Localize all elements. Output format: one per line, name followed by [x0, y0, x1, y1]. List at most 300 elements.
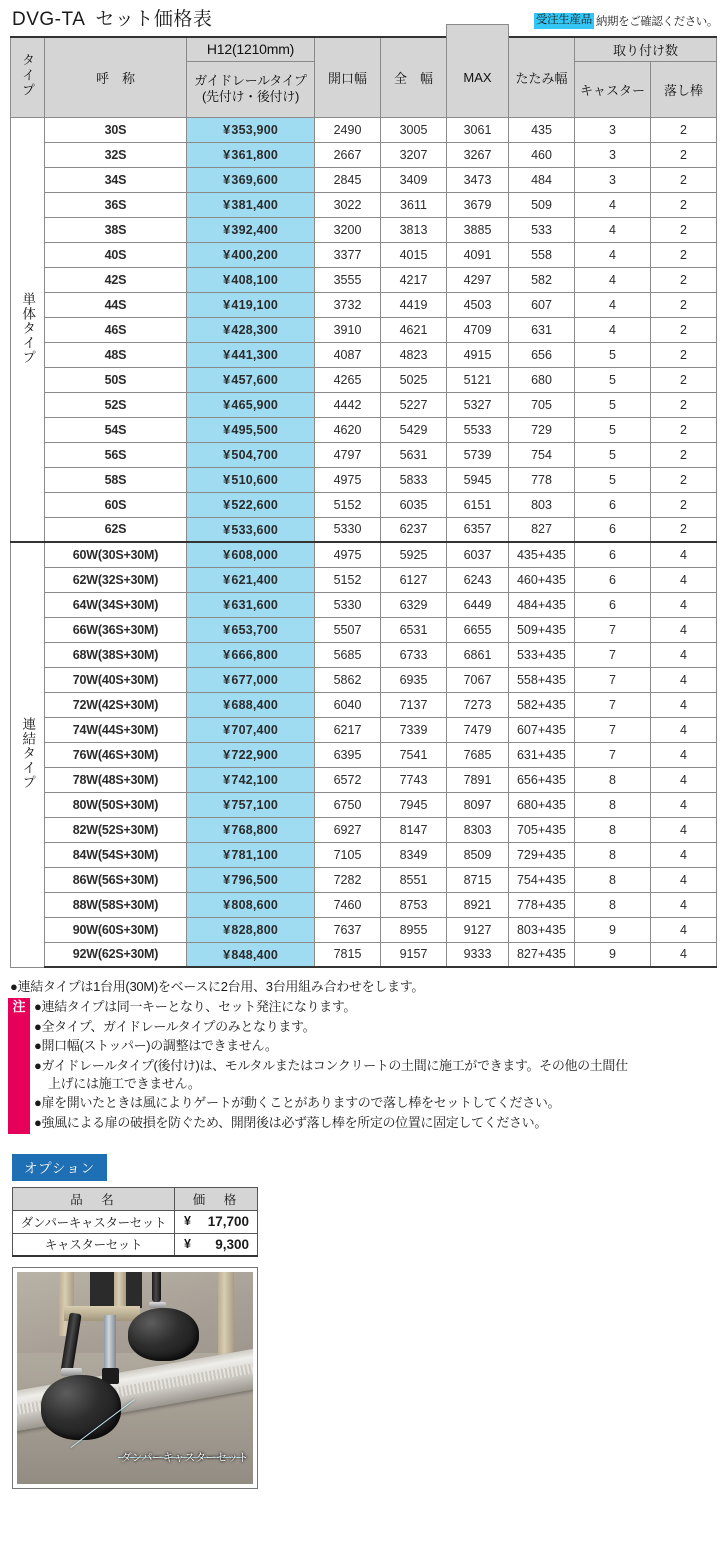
cell-drop-rod-count: 2: [651, 217, 717, 242]
table-row: [11, 742, 717, 767]
cell-fold-width: 484: [509, 167, 575, 192]
cell-price: ¥781,100: [187, 842, 315, 867]
cell-price: ¥796,500: [187, 867, 315, 892]
cell-opening-width: 4265: [315, 367, 381, 392]
cell-full-width: 8753: [381, 892, 447, 917]
note-marker-label: 注: [12, 999, 26, 1014]
table-row: [11, 292, 717, 317]
cell-fold-width: 680: [509, 367, 575, 392]
page-subtitle: セット価格表: [95, 9, 213, 30]
price-table-head: [11, 37, 717, 117]
cell-caster-count: 7: [575, 642, 651, 667]
cell-price: ¥381,400: [187, 192, 315, 217]
cell-drop-rod-count: 4: [651, 692, 717, 717]
cell-full-width: 7137: [381, 692, 447, 717]
col-header-drop-rod: 落し棒: [651, 61, 717, 117]
cell-max-width: 8921: [447, 892, 509, 917]
cell-caster-count: 5: [575, 392, 651, 417]
cell-max-width: 6861: [447, 642, 509, 667]
cell-fold-width: 778+435: [509, 892, 575, 917]
notes-section: [8, 976, 720, 1134]
cell-drop-rod-count: 2: [651, 192, 717, 217]
table-row: [11, 242, 717, 267]
cell-price: ¥353,900: [187, 117, 315, 142]
cell-drop-rod-count: 2: [651, 392, 717, 417]
cell-fold-width: 803+435: [509, 917, 575, 942]
cell-fold-width: 435+435: [509, 542, 575, 567]
cell-caster-count: 6: [575, 592, 651, 617]
note-block: [8, 998, 720, 1134]
cell-drop-rod-count: 4: [651, 592, 717, 617]
note-item: ●ガイドレールタイプ(後付け)は、モルタルまたはコンクリートの土間に施工ができます。その他の土間仕: [34, 1058, 628, 1074]
cell-full-width: 5025: [381, 367, 447, 392]
cell-drop-rod-count: 2: [651, 517, 717, 542]
cell-model-name: 88W(58S+30M): [45, 892, 187, 917]
cell-price: ¥504,700: [187, 442, 315, 467]
table-row: [11, 367, 717, 392]
cell-max-width: 6449: [447, 592, 509, 617]
cell-fold-width: 705+435: [509, 817, 575, 842]
cell-model-name: 70W(40S+30M): [45, 667, 187, 692]
cell-max-width: 7891: [447, 767, 509, 792]
cell-fold-width: 803: [509, 492, 575, 517]
col-header-h12: H12(1210mm): [187, 37, 315, 61]
product-code: DVG-TA: [12, 9, 86, 30]
cell-model-name: 36S: [45, 192, 187, 217]
note-item: ●連結タイプは同一キーとなり、セット発注になります。: [34, 999, 357, 1014]
cell-caster-count: 3: [575, 117, 651, 142]
note-item: ●扉を開いたときは風によりゲートが動くことがありますので落し棒をセットしてください。: [34, 1095, 561, 1111]
cell-max-width: 8509: [447, 842, 509, 867]
cell-caster-count: 6: [575, 492, 651, 517]
cell-caster-count: 4: [575, 192, 651, 217]
cell-max-width: 5327: [447, 392, 509, 417]
cell-drop-rod-count: 2: [651, 417, 717, 442]
cell-caster-count: 8: [575, 767, 651, 792]
cell-max-width: 6151: [447, 492, 509, 517]
cell-drop-rod-count: 4: [651, 867, 717, 892]
cell-opening-width: 4975: [315, 467, 381, 492]
cell-drop-rod-count: 2: [651, 267, 717, 292]
cell-full-width: 4419: [381, 292, 447, 317]
cell-max-width: 3679: [447, 192, 509, 217]
col-header-type: タイプ: [11, 37, 45, 117]
option-row: [13, 1233, 258, 1256]
cell-opening-width: 6927: [315, 817, 381, 842]
cell-opening-width: 7282: [315, 867, 381, 892]
table-row: [11, 617, 717, 642]
cell-drop-rod-count: 2: [651, 467, 717, 492]
cell-drop-rod-count: 2: [651, 242, 717, 267]
cell-opening-width: 7637: [315, 917, 381, 942]
cell-caster-count: 5: [575, 367, 651, 392]
cell-model-name: 50S: [45, 367, 187, 392]
table-row: [11, 592, 717, 617]
cell-model-name: 40S: [45, 242, 187, 267]
cell-price: ¥495,500: [187, 417, 315, 442]
col-header-caster: キャスター: [575, 61, 651, 117]
row-group-label: 単体タイプ: [20, 291, 36, 364]
col-header-max: MAX: [447, 37, 509, 117]
table-row: [11, 667, 717, 692]
cell-fold-width: 509: [509, 192, 575, 217]
cell-fold-width: 754: [509, 442, 575, 467]
cell-full-width: 6531: [381, 617, 447, 642]
cell-full-width: 3813: [381, 217, 447, 242]
cell-max-width: 6037: [447, 542, 509, 567]
cell-caster-count: 8: [575, 792, 651, 817]
table-row: [11, 792, 717, 817]
table-row: [11, 192, 717, 217]
cell-opening-width: 4442: [315, 392, 381, 417]
cell-max-width: 9127: [447, 917, 509, 942]
cell-fold-width: 460: [509, 142, 575, 167]
cell-model-name: 74W(44S+30M): [45, 717, 187, 742]
cell-max-width: 7067: [447, 667, 509, 692]
cell-max-width: 6655: [447, 617, 509, 642]
cell-drop-rod-count: 2: [651, 142, 717, 167]
cell-caster-count: 8: [575, 842, 651, 867]
photo-caption: ダンパーキャスターセット: [120, 1452, 249, 1465]
cell-max-width: 4503: [447, 292, 509, 317]
table-row: [11, 867, 717, 892]
cell-fold-width: 533+435: [509, 642, 575, 667]
cell-drop-rod-count: 4: [651, 842, 717, 867]
option-table-head: [13, 1187, 258, 1210]
table-row: [11, 492, 717, 517]
cell-max-width: 3267: [447, 142, 509, 167]
photo-caster-rear: [128, 1285, 199, 1361]
cell-fold-width: 705: [509, 392, 575, 417]
cell-opening-width: 3910: [315, 317, 381, 342]
cell-max-width: 5121: [447, 367, 509, 392]
option-table: [12, 1187, 258, 1258]
cell-full-width: 3409: [381, 167, 447, 192]
table-row: [11, 717, 717, 742]
cell-price: ¥510,600: [187, 467, 315, 492]
title-bar: [0, 0, 724, 36]
cell-caster-count: 7: [575, 667, 651, 692]
option-row: [13, 1210, 258, 1233]
cell-fold-width: 631: [509, 317, 575, 342]
cell-price: ¥768,800: [187, 817, 315, 842]
cell-drop-rod-count: 2: [651, 492, 717, 517]
cell-model-name: 64W(34S+30M): [45, 592, 187, 617]
cell-full-width: 5925: [381, 542, 447, 567]
cell-caster-count: 7: [575, 742, 651, 767]
cell-caster-count: 7: [575, 617, 651, 642]
cell-price: ¥369,600: [187, 167, 315, 192]
cell-price: ¥631,600: [187, 592, 315, 617]
cell-drop-rod-count: 4: [651, 542, 717, 567]
cell-full-width: 7339: [381, 717, 447, 742]
cell-caster-count: 7: [575, 717, 651, 742]
cell-opening-width: 2490: [315, 117, 381, 142]
price-table-body: [11, 117, 717, 967]
cell-model-name: 62S: [45, 517, 187, 542]
cell-price: ¥392,400: [187, 217, 315, 242]
table-row: [11, 767, 717, 792]
table-row: [11, 167, 717, 192]
cell-max-width: 6243: [447, 567, 509, 592]
col-header-mount-count: 取り付け数: [575, 37, 717, 61]
cell-caster-count: 8: [575, 892, 651, 917]
cell-model-name: 60S: [45, 492, 187, 517]
option-col-header-name: 品 名: [13, 1187, 175, 1210]
cell-drop-rod-count: 4: [651, 717, 717, 742]
cell-model-name: 72W(42S+30M): [45, 692, 187, 717]
cell-max-width: 4297: [447, 267, 509, 292]
cell-drop-rod-count: 2: [651, 367, 717, 392]
cell-full-width: 9157: [381, 942, 447, 967]
cell-price: ¥465,900: [187, 392, 315, 417]
cell-price: ¥828,800: [187, 917, 315, 942]
cell-opening-width: 4797: [315, 442, 381, 467]
table-row: [11, 392, 717, 417]
cell-caster-count: 4: [575, 267, 651, 292]
table-row: [11, 342, 717, 367]
cell-caster-count: 9: [575, 917, 651, 942]
cell-caster-count: 8: [575, 867, 651, 892]
photo-caster-nut: [149, 1302, 166, 1308]
cell-price: ¥707,400: [187, 717, 315, 742]
cell-opening-width: 6395: [315, 742, 381, 767]
damper-caster-photo: [17, 1272, 253, 1484]
page-title: [12, 4, 212, 31]
photo-caster-wheel: [41, 1375, 121, 1439]
row-group-type-1: [11, 117, 45, 542]
photo-caster-wheel: [128, 1308, 199, 1361]
cell-model-name: 52S: [45, 392, 187, 417]
cell-price: ¥808,600: [187, 892, 315, 917]
cell-price: ¥400,200: [187, 242, 315, 267]
cell-model-name: 54S: [45, 417, 187, 442]
option-item-name: ダンパーキャスターセット: [13, 1210, 175, 1233]
table-row: [11, 942, 717, 967]
cell-opening-width: 5152: [315, 492, 381, 517]
cell-opening-width: 4087: [315, 342, 381, 367]
cell-drop-rod-count: 4: [651, 667, 717, 692]
cell-full-width: 6127: [381, 567, 447, 592]
cell-caster-count: 5: [575, 417, 651, 442]
table-row: [11, 842, 717, 867]
cell-max-width: 7685: [447, 742, 509, 767]
cell-fold-width: 827: [509, 517, 575, 542]
cell-opening-width: 3022: [315, 192, 381, 217]
cell-model-name: 76W(46S+30M): [45, 742, 187, 767]
cell-opening-width: 4620: [315, 417, 381, 442]
cell-caster-count: 4: [575, 242, 651, 267]
cell-drop-rod-count: 4: [651, 742, 717, 767]
cell-full-width: 6035: [381, 492, 447, 517]
option-item-price: ¥ 9,300: [175, 1233, 258, 1256]
cell-fold-width: 533: [509, 217, 575, 242]
cell-price: ¥757,100: [187, 792, 315, 817]
cell-full-width: 5631: [381, 442, 447, 467]
cell-model-name: 84W(54S+30M): [45, 842, 187, 867]
option-item-name: キャスターセット: [13, 1233, 175, 1256]
order-note: [534, 13, 718, 31]
cell-opening-width: 7460: [315, 892, 381, 917]
table-row: [11, 317, 717, 342]
table-row: [11, 917, 717, 942]
cell-model-name: 92W(62S+30M): [45, 942, 187, 967]
max-cap-decoration: [446, 24, 509, 39]
cell-model-name: 58S: [45, 467, 187, 492]
col-header-opening-width: 開口幅: [315, 37, 381, 117]
cell-full-width: 7541: [381, 742, 447, 767]
cell-opening-width: 3732: [315, 292, 381, 317]
cell-opening-width: 5330: [315, 592, 381, 617]
cell-full-width: 8349: [381, 842, 447, 867]
cell-max-width: 7273: [447, 692, 509, 717]
cell-caster-count: 5: [575, 442, 651, 467]
cell-max-width: 3473: [447, 167, 509, 192]
note-item: ●全タイプ、ガイドレールタイプのみとなります。: [34, 1018, 316, 1034]
cell-fold-width: 558+435: [509, 667, 575, 692]
cell-price: ¥722,900: [187, 742, 315, 767]
col-header-fold-width: たたみ幅: [509, 37, 575, 117]
cell-opening-width: 5862: [315, 667, 381, 692]
cell-max-width: 8303: [447, 817, 509, 842]
cell-opening-width: 6040: [315, 692, 381, 717]
cell-drop-rod-count: 4: [651, 567, 717, 592]
cell-model-name: 38S: [45, 217, 187, 242]
option-label: オプション: [12, 1154, 107, 1181]
cell-price: ¥428,300: [187, 317, 315, 342]
cell-caster-count: 3: [575, 167, 651, 192]
row-group-label: 連結タイプ: [20, 717, 36, 790]
cell-model-name: 60W(30S+30M): [45, 542, 187, 567]
cell-drop-rod-count: 4: [651, 817, 717, 842]
cell-fold-width: 778: [509, 467, 575, 492]
cell-price: ¥742,100: [187, 767, 315, 792]
cell-opening-width: 3200: [315, 217, 381, 242]
cell-opening-width: 6217: [315, 717, 381, 742]
cell-fold-width: 558: [509, 242, 575, 267]
cell-fold-width: 509+435: [509, 617, 575, 642]
cell-price: ¥848,400: [187, 942, 315, 967]
cell-model-name: 30S: [45, 117, 187, 142]
cell-price: ¥522,600: [187, 492, 315, 517]
cell-fold-width: 680+435: [509, 792, 575, 817]
cell-full-width: 6329: [381, 592, 447, 617]
cell-max-width: 4915: [447, 342, 509, 367]
note-item: ●強風による扉の破損を防ぐため、開閉後は必ず落し棒を所定の位置に固定してください。: [34, 1115, 547, 1131]
cell-full-width: 5833: [381, 467, 447, 492]
cell-fold-width: 656+435: [509, 767, 575, 792]
cell-caster-count: 5: [575, 342, 651, 367]
cell-model-name: 66W(36S+30M): [45, 617, 187, 642]
cell-fold-width: 582: [509, 267, 575, 292]
cell-max-width: 3885: [447, 217, 509, 242]
table-row: [11, 567, 717, 592]
cell-price: ¥419,100: [187, 292, 315, 317]
photo-caster-stem: [152, 1272, 161, 1302]
table-row: [11, 267, 717, 292]
option-section: [12, 1154, 724, 1258]
cell-opening-width: 3555: [315, 267, 381, 292]
cell-fold-width: 607: [509, 292, 575, 317]
cell-model-name: 62W(32S+30M): [45, 567, 187, 592]
cell-full-width: 5227: [381, 392, 447, 417]
cell-max-width: 8715: [447, 867, 509, 892]
cell-model-name: 56S: [45, 442, 187, 467]
photo-caster-front: [41, 1342, 121, 1440]
cell-drop-rod-count: 2: [651, 292, 717, 317]
delivery-note-text: 納期をご確認ください。: [595, 16, 718, 28]
cell-caster-count: 5: [575, 467, 651, 492]
cell-drop-rod-count: 2: [651, 317, 717, 342]
option-item-price: ¥ 17,700: [175, 1210, 258, 1233]
cell-model-name: 34S: [45, 167, 187, 192]
cell-price: ¥533,600: [187, 517, 315, 542]
cell-price: ¥677,000: [187, 667, 315, 692]
cell-fold-width: 729: [509, 417, 575, 442]
table-row: [11, 692, 717, 717]
cell-price: ¥361,800: [187, 142, 315, 167]
cell-model-name: 90W(60S+30M): [45, 917, 187, 942]
cell-max-width: 4091: [447, 242, 509, 267]
cell-max-width: 5533: [447, 417, 509, 442]
table-row: [11, 817, 717, 842]
option-table-body: [13, 1210, 258, 1256]
table-row: [11, 542, 717, 567]
made-to-order-badge: 受注生産品: [534, 13, 594, 29]
note-marker: [8, 998, 30, 1134]
cell-fold-width: 729+435: [509, 842, 575, 867]
cell-caster-count: 7: [575, 692, 651, 717]
cell-drop-rod-count: 2: [651, 442, 717, 467]
cell-max-width: 4709: [447, 317, 509, 342]
cell-opening-width: 5152: [315, 567, 381, 592]
cell-price: ¥653,700: [187, 617, 315, 642]
cell-drop-rod-count: 4: [651, 892, 717, 917]
col-header-full-width: 全 幅: [381, 37, 447, 117]
note-list: [30, 998, 720, 1134]
cell-full-width: 7945: [381, 792, 447, 817]
cell-full-width: 6935: [381, 667, 447, 692]
cell-opening-width: 7815: [315, 942, 381, 967]
cell-model-name: 68W(38S+30M): [45, 642, 187, 667]
cell-drop-rod-count: 2: [651, 167, 717, 192]
table-row: [11, 467, 717, 492]
cell-fold-width: 827+435: [509, 942, 575, 967]
cell-opening-width: 6572: [315, 767, 381, 792]
cell-caster-count: 6: [575, 542, 651, 567]
cell-full-width: 7743: [381, 767, 447, 792]
cell-price: ¥621,400: [187, 567, 315, 592]
product-photo-frame: [12, 1267, 258, 1489]
cell-price: ¥441,300: [187, 342, 315, 367]
cell-drop-rod-count: 4: [651, 942, 717, 967]
cell-fold-width: 435: [509, 117, 575, 142]
cell-price: ¥608,000: [187, 542, 315, 567]
option-col-header-price: 価 格: [175, 1187, 258, 1210]
cell-fold-width: 631+435: [509, 742, 575, 767]
col-header-name: 呼 称: [45, 37, 187, 117]
cell-full-width: 8955: [381, 917, 447, 942]
cell-drop-rod-count: 4: [651, 917, 717, 942]
cell-opening-width: 2667: [315, 142, 381, 167]
cell-full-width: 4217: [381, 267, 447, 292]
cell-opening-width: 5685: [315, 642, 381, 667]
cell-opening-width: 3377: [315, 242, 381, 267]
cell-drop-rod-count: 4: [651, 767, 717, 792]
table-row: [11, 517, 717, 542]
cell-max-width: 5739: [447, 442, 509, 467]
cell-model-name: 48S: [45, 342, 187, 367]
